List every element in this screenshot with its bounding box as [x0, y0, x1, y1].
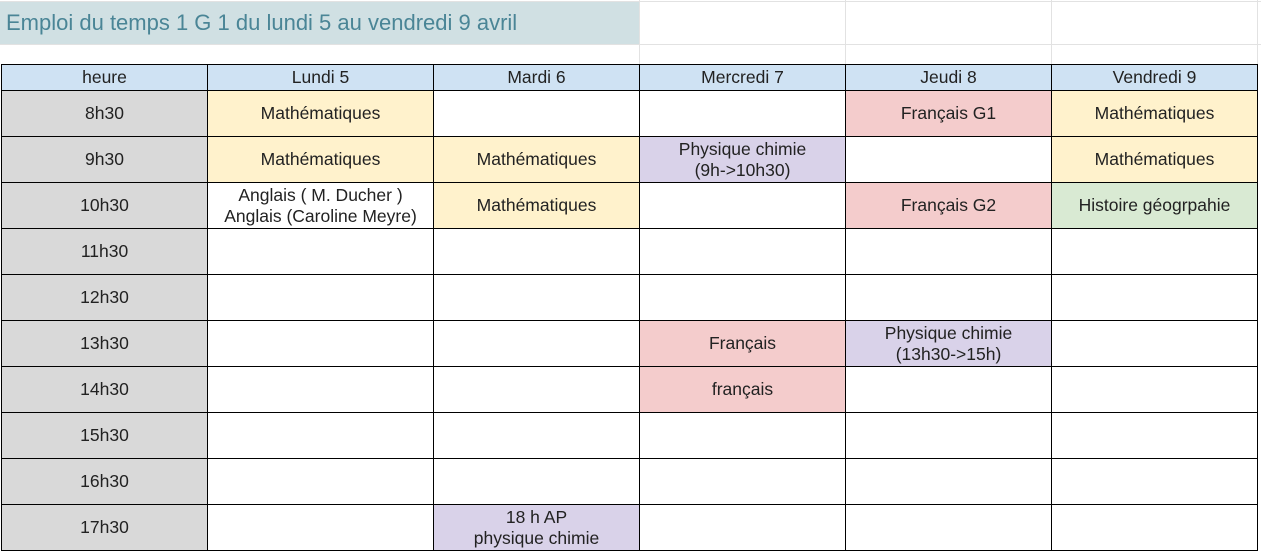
header-mercredi[interactable]: Mercredi 7: [640, 65, 846, 91]
cell-vendredi[interactable]: [1052, 321, 1258, 367]
table-row: [2, 229, 1258, 275]
cell-text: Histoire géogrpahie: [1078, 195, 1231, 215]
cell-mercredi[interactable]: [640, 275, 846, 321]
hour-cell[interactable]: 10h30: [2, 183, 208, 229]
table-row: [2, 505, 1258, 551]
cell-mercredi[interactable]: [640, 229, 846, 275]
cell-mardi[interactable]: [434, 91, 640, 137]
cell-lundi[interactable]: [208, 505, 434, 551]
cell-text: Mathématiques: [260, 103, 381, 123]
header-mardi[interactable]: Mardi 6: [434, 65, 640, 91]
cell-text: Physique chimie (9h->10h30): [678, 138, 807, 180]
header-jeudi[interactable]: Jeudi 8: [846, 65, 1052, 91]
cell-vendredi[interactable]: [1052, 91, 1258, 137]
cell-text: Mathématiques: [260, 149, 381, 169]
cell-vendredi[interactable]: [1052, 275, 1258, 321]
hour-cell[interactable]: 12h30: [2, 275, 208, 321]
timetable: [1, 64, 1258, 551]
cell-mercredi[interactable]: [640, 459, 846, 505]
table-row: [2, 137, 1258, 183]
cell-lundi[interactable]: [208, 275, 434, 321]
cell-text: Mathématiques: [476, 149, 597, 169]
cell-lundi[interactable]: [208, 229, 434, 275]
cell-text: Mathématiques: [476, 195, 597, 215]
cell-text: Français: [708, 333, 777, 353]
cell-mardi[interactable]: [434, 367, 640, 413]
cell-text: 18 h AP physique chimie: [473, 506, 600, 548]
cell-vendredi[interactable]: [1052, 183, 1258, 229]
cell-text: français: [711, 379, 774, 399]
cell-text: Physique chimie (13h30->15h): [884, 322, 1013, 364]
hour-cell[interactable]: 15h30: [2, 413, 208, 459]
cell-text: Français G2: [900, 195, 997, 215]
cell-jeudi[interactable]: [846, 229, 1052, 275]
cell-mercredi[interactable]: [640, 91, 846, 137]
cell-mardi[interactable]: [434, 137, 640, 183]
table-row: [2, 183, 1258, 229]
hour-cell[interactable]: 9h30: [2, 137, 208, 183]
header-lundi[interactable]: Lundi 5: [208, 65, 434, 91]
cell-vendredi[interactable]: [1052, 459, 1258, 505]
hour-cell[interactable]: 17h30: [2, 505, 208, 551]
table-row: [2, 321, 1258, 367]
cell-mardi[interactable]: [434, 229, 640, 275]
cell-vendredi[interactable]: [1052, 505, 1258, 551]
cell-text: Mathématiques: [1094, 149, 1215, 169]
cell-mardi[interactable]: [434, 321, 640, 367]
cell-lundi[interactable]: [208, 183, 434, 229]
table-row: [2, 413, 1258, 459]
cell-jeudi[interactable]: [846, 321, 1052, 367]
cell-lundi[interactable]: [208, 137, 434, 183]
cell-mercredi[interactable]: [640, 321, 846, 367]
hour-cell[interactable]: 14h30: [2, 367, 208, 413]
cell-mercredi[interactable]: [640, 183, 846, 229]
cell-lundi[interactable]: [208, 321, 434, 367]
cell-jeudi[interactable]: [846, 137, 1052, 183]
hour-cell[interactable]: 13h30: [2, 321, 208, 367]
header-hour[interactable]: heure: [2, 65, 208, 91]
cell-mercredi[interactable]: [640, 505, 846, 551]
cell-lundi[interactable]: [208, 459, 434, 505]
cell-mardi[interactable]: [434, 183, 640, 229]
cell-lundi[interactable]: [208, 91, 434, 137]
table-row: [2, 91, 1258, 137]
table-row: [2, 459, 1258, 505]
cell-vendredi[interactable]: [1052, 137, 1258, 183]
cell-mardi[interactable]: [434, 459, 640, 505]
cell-vendredi[interactable]: [1052, 413, 1258, 459]
header-vendredi[interactable]: Vendredi 9: [1052, 65, 1258, 91]
cell-text: Mathématiques: [1094, 103, 1215, 123]
cell-text: Français G1: [900, 103, 997, 123]
cell-jeudi[interactable]: [846, 91, 1052, 137]
hour-cell[interactable]: 16h30: [2, 459, 208, 505]
cell-jeudi[interactable]: [846, 505, 1052, 551]
cell-mardi[interactable]: [434, 505, 640, 551]
cell-mercredi[interactable]: [640, 413, 846, 459]
cell-text: Anglais ( M. Ducher ) Anglais (Caroline Meyre): [224, 184, 417, 226]
cell-jeudi[interactable]: [846, 275, 1052, 321]
cell-lundi[interactable]: [208, 413, 434, 459]
header-row: [2, 65, 1258, 91]
table-row: [2, 367, 1258, 413]
cell-lundi[interactable]: [208, 367, 434, 413]
cell-mercredi[interactable]: [640, 137, 846, 183]
cell-jeudi[interactable]: [846, 183, 1052, 229]
cell-vendredi[interactable]: [1052, 367, 1258, 413]
table-row: [2, 275, 1258, 321]
cell-jeudi[interactable]: [846, 367, 1052, 413]
cell-mardi[interactable]: [434, 413, 640, 459]
cell-mardi[interactable]: [434, 275, 640, 321]
cell-mercredi[interactable]: [640, 367, 846, 413]
cell-vendredi[interactable]: [1052, 229, 1258, 275]
sheet-title[interactable]: Emploi du temps 1 G 1 du lundi 5 au vendredi 9 avril: [0, 2, 639, 44]
cell-jeudi[interactable]: [846, 459, 1052, 505]
hour-cell[interactable]: 8h30: [2, 91, 208, 137]
cell-jeudi[interactable]: [846, 413, 1052, 459]
hour-cell[interactable]: 11h30: [2, 229, 208, 275]
